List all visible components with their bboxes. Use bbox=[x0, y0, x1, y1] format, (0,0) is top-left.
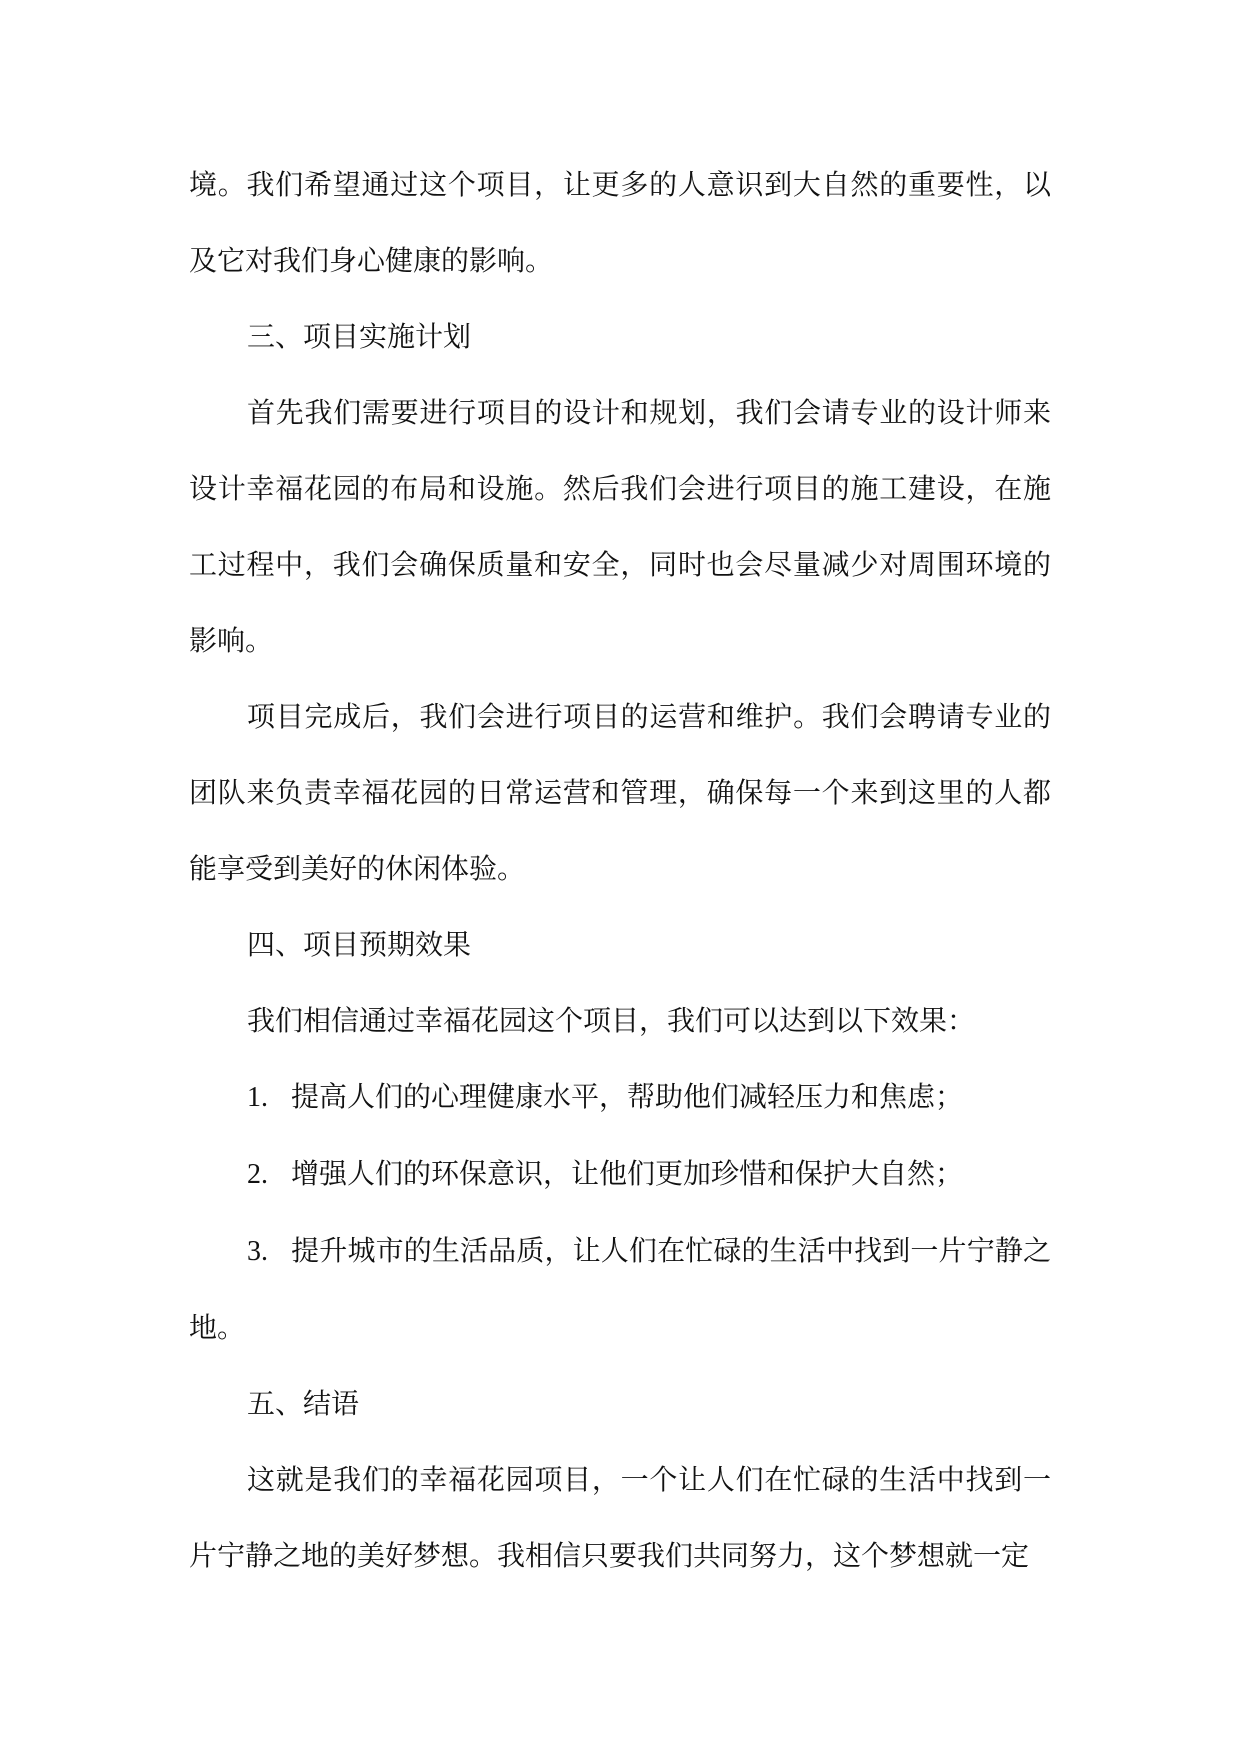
list-text: 提高人们的心理健康水平，帮助他们减轻压力和焦虑； bbox=[291, 1080, 964, 1113]
paragraph-conclusion: 这就是我们的幸福花园项目，一个让人们在忙碌的生活中找到一片宁静之地的美好梦想。我相信只要我们共同努力，这个梦想就一定 bbox=[189, 1463, 1051, 1572]
section-heading-conclusion: 五、结语 bbox=[247, 1387, 360, 1420]
list-item bbox=[189, 1136, 1051, 1213]
section-heading-implementation: 三、项目实施计划 bbox=[247, 320, 472, 353]
list-number: 2. bbox=[247, 1159, 268, 1190]
list-item bbox=[189, 1213, 1051, 1366]
paragraph-design-construction: 首先我们需要进行项目的设计和规划，我们会请专业的设计师来设计幸福花园的布局和设施。然后我们会进行项目的施工建设，在施工过程中，我们会确保质量和安全，同时也会尽量减少对周围环境的影响。 bbox=[189, 396, 1051, 657]
list-text: 增强人们的环保意识，让他们更加珍惜和保护大自然； bbox=[291, 1157, 964, 1190]
paragraph-continued: 境。我们希望通过这个项目，让更多的人意识到大自然的重要性，以及它对我们身心健康的影响。 bbox=[189, 168, 1051, 277]
list-item bbox=[189, 1059, 1051, 1136]
list-number: 3. bbox=[247, 1236, 268, 1267]
document-body bbox=[189, 147, 1051, 1594]
list-number: 1. bbox=[247, 1082, 268, 1113]
paragraph-effects-intro: 我们相信通过幸福花园这个项目，我们可以达到以下效果： bbox=[247, 1004, 976, 1037]
list-text: 提升城市的生活品质，让人们在忙碌的生活中找到一片宁静之地。 bbox=[189, 1234, 1051, 1344]
paragraph-operation: 项目完成后，我们会进行项目的运营和维护。我们会聘请专业的团队来负责幸福花园的日常运营和管理，确保每一个来到这里的人都能享受到美好的休闲体验。 bbox=[189, 700, 1051, 885]
section-heading-expected-effects: 四、项目预期效果 bbox=[247, 928, 472, 961]
